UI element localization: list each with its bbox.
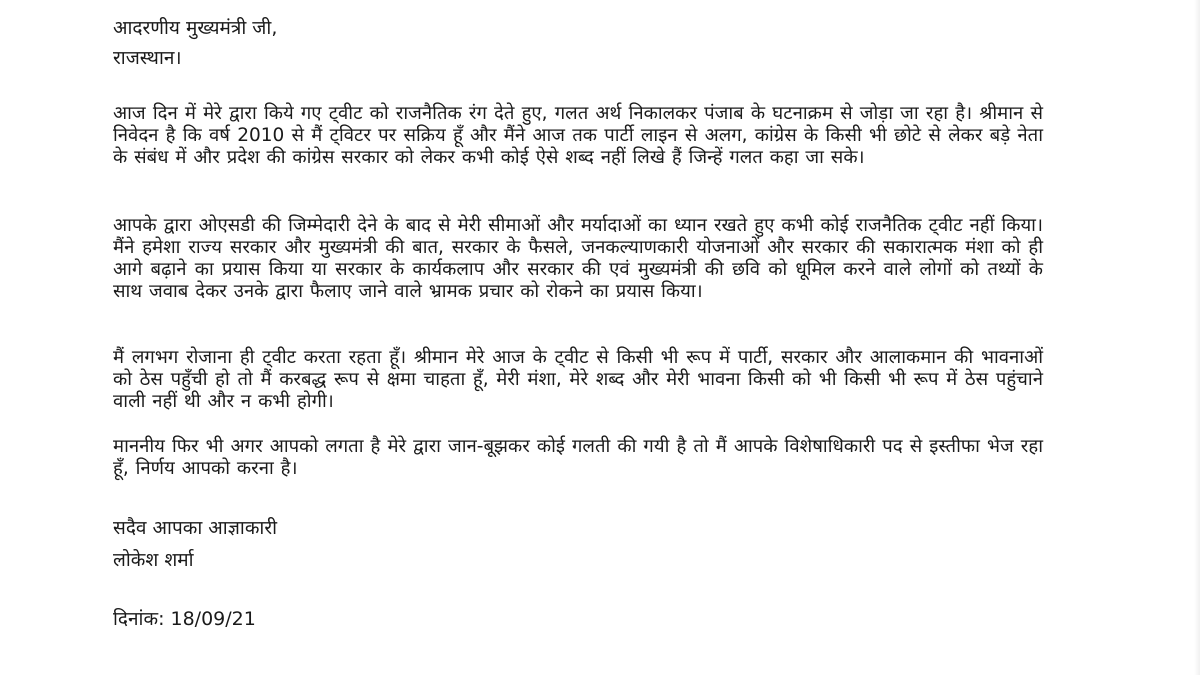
letter-salutation: आदरणीय मुख्यमंत्री जी, [113, 17, 278, 39]
letter-paragraph-3: मैं लगभग रोजाना ही ट्वीट करता रहता हूँ। श्रीमान मेरे आज के ट्वीट से किसी भी रूप में पार्टी, सरकार और आलाकमान की भावनाओं को ठेस पहुँची हो तो मैं करबद्ध रूप से क्षमा चाहता हूँ, मेरी मंशा, मेरे शब्द और मेरी भावना किसी को भी किसी भी रूप में ठेस पहुंचाने वाली नहीं थी और न कभी होगी। [113, 347, 1043, 412]
letter-paragraph-2: आपके द्वारा ओएसडी की जिम्मेदारी देने के बाद से मेरी सीमाओं और मर्यादाओं का ध्यान रखते हुए कभी कोई राजनैतिक ट्वीट नहीं किया। मैंने हमेशा राज्य सरकार और मुख्यमंत्री की बात, सरकार के फैसले, जनकल्याणकारी योजनाओं और सरकार की सकारात्मक मंशा को ही आगे बढ़ाने का प्रयास किया या सरकार के कार्यकलाप और सरकार की एवं मुख्यमंत्री की छवि को धूमिल करने वाले लोगों को तथ्यों के साथ जवाब देकर उनके द्वारा फैलाए जाने वाले भ्रामक प्रचार को रोकने का प्रयास किया। [113, 215, 1043, 302]
letter-paragraph-4: माननीय फिर भी अगर आपको लगता है मेरे द्वारा जान-बूझकर कोई गलती की गयी है तो मैं आपके विशेषाधिकारी पद से इस्तीफा भेज रहा हूँ, निर्णय आपको करना है। [113, 436, 1043, 479]
letter-paragraph-1: आज दिन में मेरे द्वारा किये गए ट्वीट को राजनैतिक रंग देते हुए, गलत अर्थ निकालकर पंजाब के घटनाक्रम से जोड़ा जा रहा है। श्रीमान से निवेदन है कि वर्ष 2010 से मैं ट्विटर पर सक्रिय हूँ और मैंने आज तक पार्टी लाइन से अलग, कांग्रेस के किसी भी छोटे से लेकर बड़े नेता के संबंध में और प्रदेश की कांग्रेस सरकार को लेकर कभी कोई ऐसे शब्द नहीं लिखे हैं जिन्हें गलत कहा जा सके। [113, 103, 1043, 168]
letter-signature: लोकेश शर्मा [113, 549, 194, 571]
letter-date: दिनांक: 18/09/21 [113, 608, 256, 630]
letter-closing: सदैव आपका आज्ञाकारी [113, 517, 278, 539]
scan-edge-shadow [1194, 0, 1200, 675]
letter-recipient: राजस्थान। [113, 47, 182, 69]
